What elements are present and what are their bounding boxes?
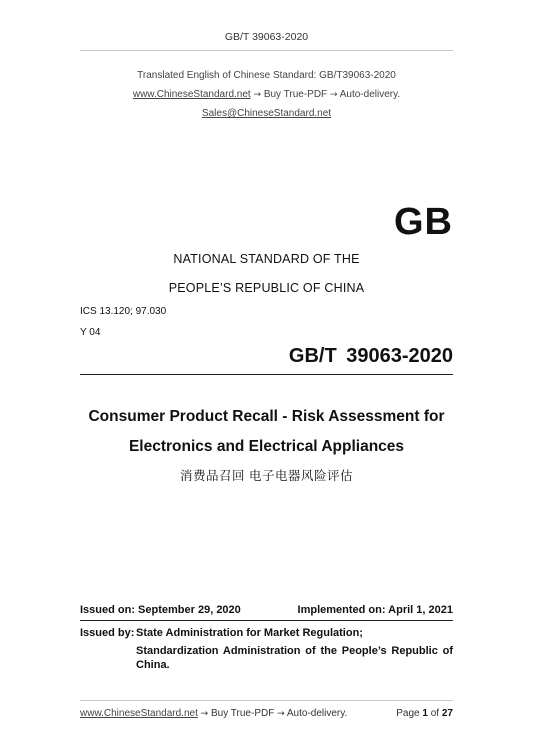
footer-buy-text: Buy True-PDF: [210, 708, 275, 719]
standard-number: GB/T 39063-2020: [288, 345, 453, 367]
buy-pdf-text: Buy True-PDF: [263, 89, 328, 100]
arrow-right-icon: →: [200, 709, 209, 719]
issued-on-date: Issued on: September 29, 2020: [80, 604, 241, 616]
issuer-2-line-1: Standardization Administration of the People’s Republic of: [136, 645, 453, 657]
running-header: GB/T 39063-2020: [224, 31, 309, 43]
title-divider: [80, 374, 453, 375]
page-current: 1: [422, 708, 428, 719]
chinese-title: 消费品召回 电子电器风险评估: [180, 469, 353, 483]
footer-delivery-text: Auto-delivery.: [286, 708, 348, 719]
arrow-right-icon: →: [277, 709, 285, 719]
sales-email-link[interactable]: Sales@ChineseStandard.net: [201, 108, 332, 119]
arrow-right-icon: →: [253, 90, 262, 100]
issuer-2-line-2: China.: [136, 659, 170, 671]
auto-delivery-text: Auto-delivery.: [339, 89, 401, 100]
ics-code: ICS 13.120; 97.030: [80, 306, 167, 317]
footer-divider: [80, 700, 453, 701]
promo-line: [0, 89, 533, 100]
page-total: 27: [441, 708, 453, 719]
page-of: of: [430, 708, 440, 719]
title-line-2: Electronics and Electrical Appliances: [128, 438, 405, 455]
ccs-code: Y 04: [80, 327, 101, 338]
issuer-1: State Administration for Market Regulation;: [136, 627, 363, 639]
footer-promo: [80, 708, 347, 719]
header-divider: [80, 50, 453, 51]
national-standard-line2: PEOPLE’S REPUBLIC OF CHINA: [168, 281, 365, 295]
translation-notice: Translated English of Chinese Standard: GB/T39063-2020: [137, 70, 396, 81]
implemented-on-date: Implemented on: April 1, 2021: [297, 604, 453, 616]
gb-logo: GB: [394, 201, 453, 243]
site-link[interactable]: www.ChineseStandard.net: [132, 89, 251, 100]
issued-by-label: Issued by:: [80, 627, 135, 639]
footer-site-link[interactable]: www.ChineseStandard.net: [80, 708, 198, 719]
national-standard-line1: NATIONAL STANDARD OF THE: [173, 252, 360, 266]
title-line-1: Consumer Product Recall - Risk Assessment for: [88, 408, 445, 425]
email-line: [0, 108, 533, 119]
page-indicator: [396, 708, 453, 719]
arrow-right-icon: →: [329, 90, 338, 100]
page-label: Page: [396, 708, 420, 719]
issue-divider: [80, 620, 453, 621]
